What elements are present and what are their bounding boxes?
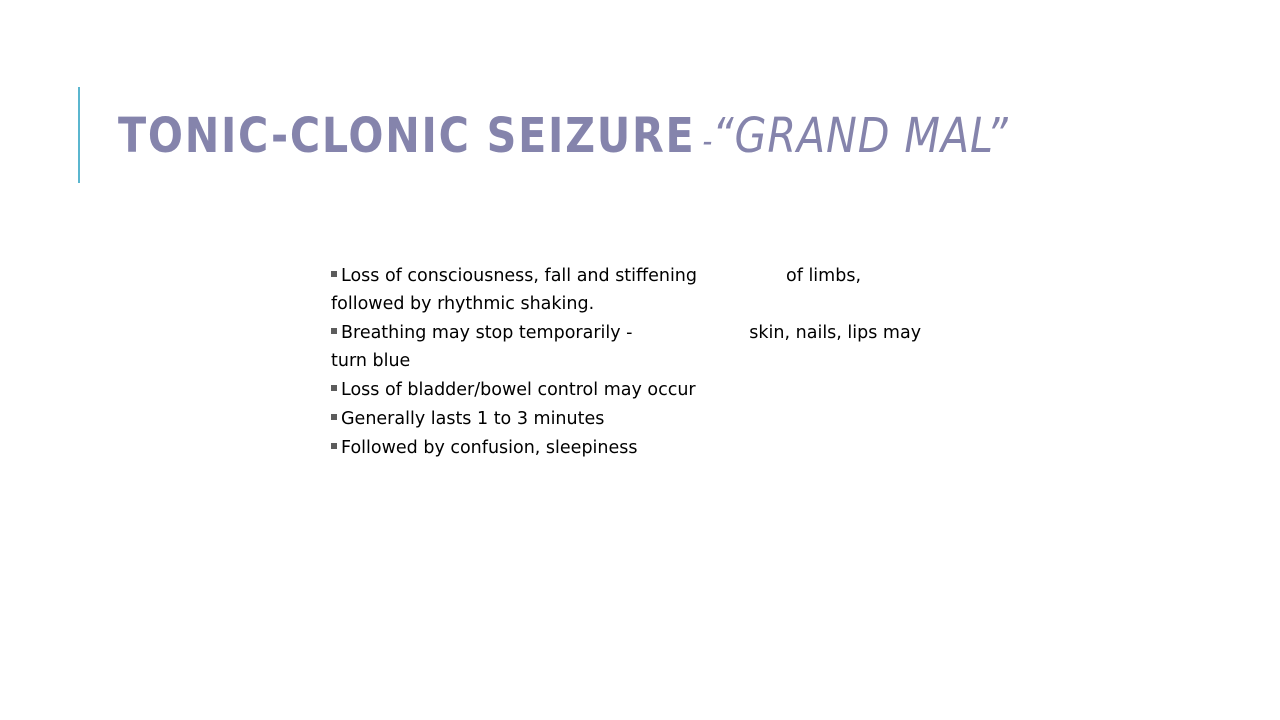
- list-item: [331, 262, 931, 318]
- bullet-list: [331, 262, 931, 463]
- square-bullet-icon: [331, 271, 337, 277]
- list-item: [331, 376, 931, 404]
- bullet-text: Generally lasts 1 to 3 minutes: [341, 409, 605, 429]
- square-bullet-icon: [331, 443, 337, 449]
- square-bullet-icon: [331, 414, 337, 420]
- list-item: [331, 405, 931, 433]
- square-bullet-icon: [331, 328, 337, 334]
- list-item: [331, 434, 931, 462]
- title-main: TONIC-CLONIC SEIZURE: [118, 108, 696, 164]
- bullet-text: Followed by confusion, sleepiness: [341, 438, 638, 458]
- bullet-text: Breathing may stop temporarily - skin, nails, lips may turn blue: [331, 323, 927, 371]
- bullet-text: Loss of consciousness, fall and stiffening of limbs, followed by rhythmic shaking.: [331, 266, 867, 314]
- square-bullet-icon: [331, 385, 337, 391]
- bullet-text: Loss of bladder/bowel control may occur: [341, 380, 696, 400]
- title-separator: -: [702, 122, 713, 160]
- list-item: [331, 319, 931, 375]
- title-accent-bar: [78, 87, 80, 183]
- slide-title: [118, 100, 1009, 172]
- title-subtitle: “GRAND MAL”: [712, 108, 1009, 164]
